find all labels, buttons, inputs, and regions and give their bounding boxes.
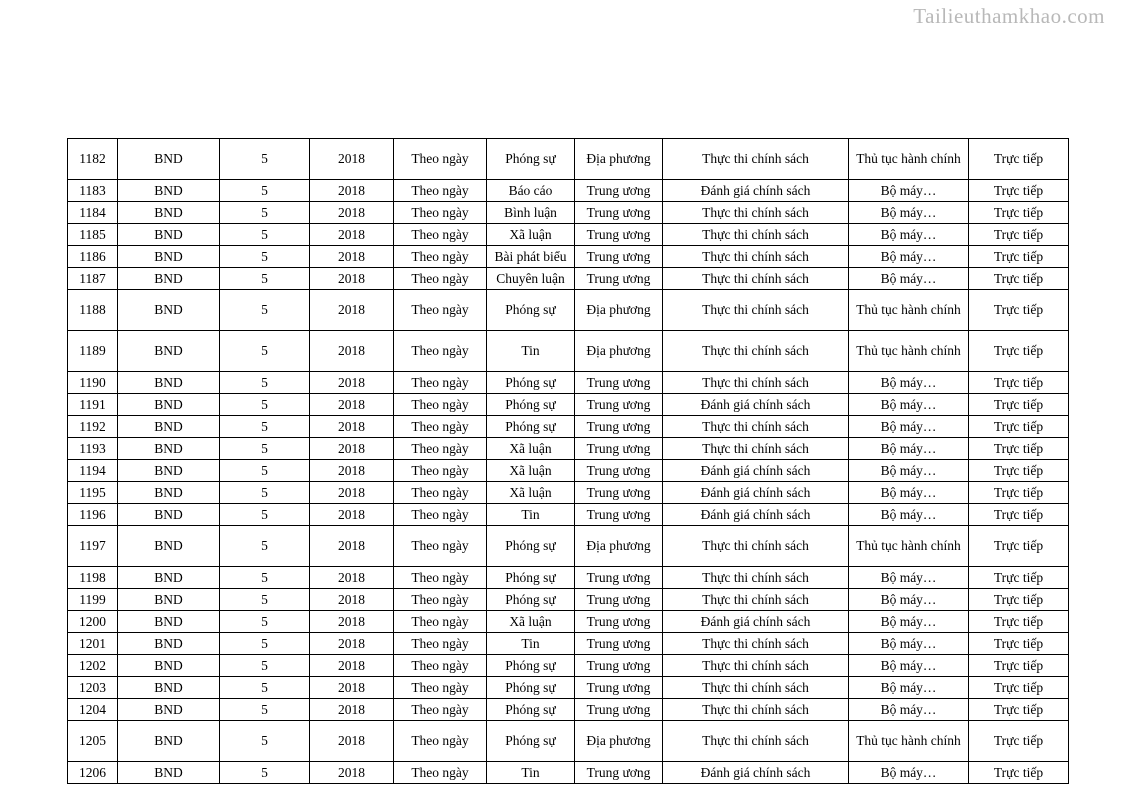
cell-so: 5: [220, 504, 310, 526]
cell-pham_vi: Trung ương: [575, 762, 663, 784]
cell-so: 5: [220, 699, 310, 721]
cell-hinh_thuc: Trực tiếp: [969, 460, 1069, 482]
cell-chu_de: Bộ máy…: [849, 482, 969, 504]
cell-so: 5: [220, 246, 310, 268]
cell-ma: BND: [118, 699, 220, 721]
cell-the_loai: Phóng sự: [487, 699, 575, 721]
cell-nam: 2018: [310, 589, 394, 611]
cell-stt: 1199: [68, 589, 118, 611]
cell-noi_dung: Thực thi chính sách: [663, 372, 849, 394]
cell-so: 5: [220, 180, 310, 202]
cell-stt: 1203: [68, 677, 118, 699]
cell-hinh_thuc: Trực tiếp: [969, 290, 1069, 331]
cell-stt: 1198: [68, 567, 118, 589]
table-row: [68, 416, 1069, 438]
table-row: [68, 224, 1069, 246]
cell-pham_vi: Địa phương: [575, 721, 663, 762]
table-row: [68, 372, 1069, 394]
cell-chu_de: Thủ tục hành chính: [849, 290, 969, 331]
cell-ma: BND: [118, 372, 220, 394]
cell-stt: 1202: [68, 655, 118, 677]
cell-pham_vi: Trung ương: [575, 180, 663, 202]
cell-nam: 2018: [310, 460, 394, 482]
cell-ma: BND: [118, 504, 220, 526]
table-row: [68, 139, 1069, 180]
cell-so: 5: [220, 762, 310, 784]
cell-tan_suat: Theo ngày: [394, 526, 487, 567]
cell-noi_dung: Đánh giá chính sách: [663, 482, 849, 504]
cell-chu_de: Thủ tục hành chính: [849, 331, 969, 372]
cell-chu_de: Bộ máy…: [849, 224, 969, 246]
cell-nam: 2018: [310, 394, 394, 416]
table-row: [68, 589, 1069, 611]
cell-so: 5: [220, 416, 310, 438]
cell-noi_dung: Thực thi chính sách: [663, 438, 849, 460]
cell-noi_dung: Đánh giá chính sách: [663, 394, 849, 416]
cell-tan_suat: Theo ngày: [394, 202, 487, 224]
cell-hinh_thuc: Trực tiếp: [969, 567, 1069, 589]
cell-pham_vi: Trung ương: [575, 504, 663, 526]
cell-so: 5: [220, 331, 310, 372]
cell-ma: BND: [118, 611, 220, 633]
cell-nam: 2018: [310, 655, 394, 677]
cell-stt: 1197: [68, 526, 118, 567]
cell-tan_suat: Theo ngày: [394, 290, 487, 331]
table-row: [68, 268, 1069, 290]
table-row: [68, 438, 1069, 460]
cell-the_loai: Xã luận: [487, 611, 575, 633]
cell-noi_dung: Thực thi chính sách: [663, 416, 849, 438]
cell-hinh_thuc: Trực tiếp: [969, 268, 1069, 290]
cell-nam: 2018: [310, 331, 394, 372]
cell-tan_suat: Theo ngày: [394, 139, 487, 180]
cell-tan_suat: Theo ngày: [394, 762, 487, 784]
cell-nam: 2018: [310, 180, 394, 202]
cell-the_loai: Phóng sự: [487, 416, 575, 438]
cell-stt: 1189: [68, 331, 118, 372]
cell-chu_de: Bộ máy…: [849, 202, 969, 224]
cell-hinh_thuc: Trực tiếp: [969, 482, 1069, 504]
cell-tan_suat: Theo ngày: [394, 482, 487, 504]
table-row: [68, 677, 1069, 699]
cell-pham_vi: Địa phương: [575, 526, 663, 567]
cell-so: 5: [220, 394, 310, 416]
table-row: [68, 567, 1069, 589]
cell-chu_de: Bộ máy…: [849, 180, 969, 202]
cell-the_loai: Xã luận: [487, 482, 575, 504]
cell-hinh_thuc: Trực tiếp: [969, 180, 1069, 202]
cell-pham_vi: Trung ương: [575, 416, 663, 438]
cell-stt: 1186: [68, 246, 118, 268]
cell-nam: 2018: [310, 526, 394, 567]
cell-so: 5: [220, 677, 310, 699]
cell-pham_vi: Trung ương: [575, 268, 663, 290]
cell-nam: 2018: [310, 504, 394, 526]
cell-tan_suat: Theo ngày: [394, 611, 487, 633]
cell-noi_dung: Đánh giá chính sách: [663, 460, 849, 482]
cell-stt: 1206: [68, 762, 118, 784]
cell-ma: BND: [118, 416, 220, 438]
site-watermark: Tailieuthamkhao.com: [913, 4, 1105, 28]
cell-nam: 2018: [310, 202, 394, 224]
cell-chu_de: Bộ máy…: [849, 633, 969, 655]
cell-noi_dung: Thực thi chính sách: [663, 331, 849, 372]
cell-chu_de: Bộ máy…: [849, 762, 969, 784]
cell-so: 5: [220, 372, 310, 394]
cell-stt: 1205: [68, 721, 118, 762]
cell-noi_dung: Thực thi chính sách: [663, 290, 849, 331]
cell-so: 5: [220, 268, 310, 290]
cell-ma: BND: [118, 589, 220, 611]
cell-the_loai: Tin: [487, 762, 575, 784]
table-row: [68, 290, 1069, 331]
cell-the_loai: Bình luận: [487, 202, 575, 224]
cell-hinh_thuc: Trực tiếp: [969, 633, 1069, 655]
cell-ma: BND: [118, 290, 220, 331]
cell-noi_dung: Đánh giá chính sách: [663, 611, 849, 633]
cell-noi_dung: Thực thi chính sách: [663, 633, 849, 655]
cell-ma: BND: [118, 482, 220, 504]
table-row: [68, 762, 1069, 784]
table-row: [68, 180, 1069, 202]
cell-hinh_thuc: Trực tiếp: [969, 504, 1069, 526]
cell-so: 5: [220, 460, 310, 482]
cell-noi_dung: Thực thi chính sách: [663, 677, 849, 699]
cell-the_loai: Phóng sự: [487, 372, 575, 394]
cell-nam: 2018: [310, 482, 394, 504]
cell-so: 5: [220, 633, 310, 655]
cell-chu_de: Bộ máy…: [849, 589, 969, 611]
cell-chu_de: Bộ máy…: [849, 460, 969, 482]
cell-ma: BND: [118, 438, 220, 460]
cell-hinh_thuc: Trực tiếp: [969, 611, 1069, 633]
cell-tan_suat: Theo ngày: [394, 268, 487, 290]
cell-tan_suat: Theo ngày: [394, 372, 487, 394]
cell-stt: 1204: [68, 699, 118, 721]
cell-ma: BND: [118, 139, 220, 180]
cell-pham_vi: Trung ương: [575, 224, 663, 246]
cell-tan_suat: Theo ngày: [394, 655, 487, 677]
cell-the_loai: Xã luận: [487, 460, 575, 482]
cell-ma: BND: [118, 246, 220, 268]
cell-pham_vi: Địa phương: [575, 331, 663, 372]
cell-hinh_thuc: Trực tiếp: [969, 677, 1069, 699]
cell-stt: 1190: [68, 372, 118, 394]
cell-hinh_thuc: Trực tiếp: [969, 721, 1069, 762]
cell-pham_vi: Trung ương: [575, 699, 663, 721]
cell-ma: BND: [118, 224, 220, 246]
cell-chu_de: Bộ máy…: [849, 372, 969, 394]
cell-ma: BND: [118, 268, 220, 290]
cell-so: 5: [220, 139, 310, 180]
cell-hinh_thuc: Trực tiếp: [969, 372, 1069, 394]
cell-pham_vi: Trung ương: [575, 677, 663, 699]
table-row: [68, 202, 1069, 224]
cell-the_loai: Phóng sự: [487, 589, 575, 611]
table-row: [68, 633, 1069, 655]
cell-nam: 2018: [310, 567, 394, 589]
cell-noi_dung: Thực thi chính sách: [663, 268, 849, 290]
cell-hinh_thuc: Trực tiếp: [969, 416, 1069, 438]
cell-hinh_thuc: Trực tiếp: [969, 246, 1069, 268]
table-row: [68, 394, 1069, 416]
cell-stt: 1188: [68, 290, 118, 331]
cell-tan_suat: Theo ngày: [394, 567, 487, 589]
cell-the_loai: Tin: [487, 633, 575, 655]
cell-noi_dung: Thực thi chính sách: [663, 139, 849, 180]
cell-hinh_thuc: Trực tiếp: [969, 526, 1069, 567]
cell-noi_dung: Thực thi chính sách: [663, 246, 849, 268]
cell-pham_vi: Trung ương: [575, 589, 663, 611]
cell-chu_de: Bộ máy…: [849, 246, 969, 268]
cell-hinh_thuc: Trực tiếp: [969, 139, 1069, 180]
table-row: [68, 611, 1069, 633]
cell-nam: 2018: [310, 721, 394, 762]
cell-chu_de: Thủ tục hành chính: [849, 721, 969, 762]
cell-the_loai: Chuyên luận: [487, 268, 575, 290]
table-row: [68, 699, 1069, 721]
cell-so: 5: [220, 721, 310, 762]
cell-pham_vi: Trung ương: [575, 202, 663, 224]
cell-ma: BND: [118, 677, 220, 699]
document-page: [67, 138, 1068, 784]
cell-the_loai: Phóng sự: [487, 526, 575, 567]
cell-noi_dung: Đánh giá chính sách: [663, 180, 849, 202]
cell-the_loai: Phóng sự: [487, 394, 575, 416]
cell-the_loai: Tin: [487, 331, 575, 372]
cell-tan_suat: Theo ngày: [394, 504, 487, 526]
cell-noi_dung: Thực thi chính sách: [663, 567, 849, 589]
cell-noi_dung: Thực thi chính sách: [663, 699, 849, 721]
cell-hinh_thuc: Trực tiếp: [969, 699, 1069, 721]
cell-so: 5: [220, 589, 310, 611]
cell-the_loai: Báo cáo: [487, 180, 575, 202]
cell-tan_suat: Theo ngày: [394, 438, 487, 460]
cell-stt: 1193: [68, 438, 118, 460]
table-row: [68, 721, 1069, 762]
table-row: [68, 504, 1069, 526]
cell-ma: BND: [118, 180, 220, 202]
cell-nam: 2018: [310, 762, 394, 784]
cell-the_loai: Bài phát biểu: [487, 246, 575, 268]
cell-hinh_thuc: Trực tiếp: [969, 331, 1069, 372]
cell-stt: 1187: [68, 268, 118, 290]
cell-the_loai: Xã luận: [487, 438, 575, 460]
cell-stt: 1183: [68, 180, 118, 202]
cell-tan_suat: Theo ngày: [394, 589, 487, 611]
cell-so: 5: [220, 224, 310, 246]
cell-chu_de: Bộ máy…: [849, 438, 969, 460]
cell-noi_dung: Đánh giá chính sách: [663, 504, 849, 526]
cell-so: 5: [220, 438, 310, 460]
cell-pham_vi: Địa phương: [575, 139, 663, 180]
cell-pham_vi: Trung ương: [575, 394, 663, 416]
cell-ma: BND: [118, 633, 220, 655]
cell-tan_suat: Theo ngày: [394, 246, 487, 268]
cell-pham_vi: Trung ương: [575, 655, 663, 677]
cell-tan_suat: Theo ngày: [394, 721, 487, 762]
data-table: [67, 138, 1069, 784]
cell-tan_suat: Theo ngày: [394, 394, 487, 416]
cell-chu_de: Bộ máy…: [849, 677, 969, 699]
cell-tan_suat: Theo ngày: [394, 677, 487, 699]
cell-stt: 1184: [68, 202, 118, 224]
cell-noi_dung: Thực thi chính sách: [663, 589, 849, 611]
cell-chu_de: Bộ máy…: [849, 699, 969, 721]
cell-noi_dung: Thực thi chính sách: [663, 721, 849, 762]
cell-pham_vi: Trung ương: [575, 460, 663, 482]
cell-noi_dung: Thực thi chính sách: [663, 526, 849, 567]
cell-tan_suat: Theo ngày: [394, 460, 487, 482]
cell-pham_vi: Trung ương: [575, 246, 663, 268]
cell-so: 5: [220, 202, 310, 224]
table-row: [68, 526, 1069, 567]
cell-tan_suat: Theo ngày: [394, 224, 487, 246]
cell-stt: 1191: [68, 394, 118, 416]
cell-ma: BND: [118, 460, 220, 482]
cell-the_loai: Xã luận: [487, 224, 575, 246]
cell-stt: 1195: [68, 482, 118, 504]
cell-chu_de: Bộ máy…: [849, 567, 969, 589]
cell-nam: 2018: [310, 224, 394, 246]
cell-stt: 1201: [68, 633, 118, 655]
cell-hinh_thuc: Trực tiếp: [969, 762, 1069, 784]
cell-pham_vi: Địa phương: [575, 290, 663, 331]
cell-so: 5: [220, 482, 310, 504]
cell-hinh_thuc: Trực tiếp: [969, 655, 1069, 677]
cell-ma: BND: [118, 655, 220, 677]
cell-nam: 2018: [310, 438, 394, 460]
cell-chu_de: Bộ máy…: [849, 394, 969, 416]
cell-hinh_thuc: Trực tiếp: [969, 202, 1069, 224]
cell-ma: BND: [118, 331, 220, 372]
cell-the_loai: Phóng sự: [487, 567, 575, 589]
cell-chu_de: Bộ máy…: [849, 611, 969, 633]
table-row: [68, 482, 1069, 504]
cell-so: 5: [220, 290, 310, 331]
cell-tan_suat: Theo ngày: [394, 416, 487, 438]
cell-ma: BND: [118, 394, 220, 416]
cell-chu_de: Bộ máy…: [849, 416, 969, 438]
cell-chu_de: Bộ máy…: [849, 268, 969, 290]
cell-ma: BND: [118, 567, 220, 589]
cell-nam: 2018: [310, 677, 394, 699]
cell-stt: 1196: [68, 504, 118, 526]
table-row: [68, 331, 1069, 372]
cell-pham_vi: Trung ương: [575, 567, 663, 589]
cell-hinh_thuc: Trực tiếp: [969, 224, 1069, 246]
cell-pham_vi: Trung ương: [575, 633, 663, 655]
cell-nam: 2018: [310, 372, 394, 394]
cell-chu_de: Thủ tục hành chính: [849, 526, 969, 567]
cell-stt: 1185: [68, 224, 118, 246]
cell-stt: 1200: [68, 611, 118, 633]
cell-ma: BND: [118, 202, 220, 224]
cell-noi_dung: Thực thi chính sách: [663, 655, 849, 677]
cell-nam: 2018: [310, 699, 394, 721]
cell-so: 5: [220, 611, 310, 633]
cell-hinh_thuc: Trực tiếp: [969, 589, 1069, 611]
cell-stt: 1182: [68, 139, 118, 180]
cell-the_loai: Phóng sự: [487, 139, 575, 180]
cell-the_loai: Phóng sự: [487, 677, 575, 699]
cell-tan_suat: Theo ngày: [394, 180, 487, 202]
cell-nam: 2018: [310, 290, 394, 331]
cell-hinh_thuc: Trực tiếp: [969, 438, 1069, 460]
cell-pham_vi: Trung ương: [575, 611, 663, 633]
cell-stt: 1192: [68, 416, 118, 438]
cell-nam: 2018: [310, 139, 394, 180]
cell-chu_de: Bộ máy…: [849, 655, 969, 677]
cell-pham_vi: Trung ương: [575, 372, 663, 394]
cell-tan_suat: Theo ngày: [394, 633, 487, 655]
cell-chu_de: Thủ tục hành chính: [849, 139, 969, 180]
cell-so: 5: [220, 526, 310, 567]
table-row: [68, 246, 1069, 268]
cell-so: 5: [220, 567, 310, 589]
cell-noi_dung: Đánh giá chính sách: [663, 762, 849, 784]
table-row: [68, 460, 1069, 482]
cell-nam: 2018: [310, 633, 394, 655]
cell-ma: BND: [118, 721, 220, 762]
cell-the_loai: Phóng sự: [487, 655, 575, 677]
cell-hinh_thuc: Trực tiếp: [969, 394, 1069, 416]
cell-nam: 2018: [310, 611, 394, 633]
cell-tan_suat: Theo ngày: [394, 699, 487, 721]
cell-the_loai: Phóng sự: [487, 290, 575, 331]
cell-chu_de: Bộ máy…: [849, 504, 969, 526]
cell-the_loai: Phóng sự: [487, 721, 575, 762]
cell-noi_dung: Thực thi chính sách: [663, 224, 849, 246]
cell-nam: 2018: [310, 268, 394, 290]
cell-stt: 1194: [68, 460, 118, 482]
cell-the_loai: Tin: [487, 504, 575, 526]
cell-so: 5: [220, 655, 310, 677]
cell-nam: 2018: [310, 416, 394, 438]
cell-ma: BND: [118, 762, 220, 784]
cell-ma: BND: [118, 526, 220, 567]
cell-pham_vi: Trung ương: [575, 438, 663, 460]
table-body: [68, 139, 1069, 784]
cell-noi_dung: Thực thi chính sách: [663, 202, 849, 224]
table-row: [68, 655, 1069, 677]
cell-nam: 2018: [310, 246, 394, 268]
cell-tan_suat: Theo ngày: [394, 331, 487, 372]
cell-pham_vi: Trung ương: [575, 482, 663, 504]
